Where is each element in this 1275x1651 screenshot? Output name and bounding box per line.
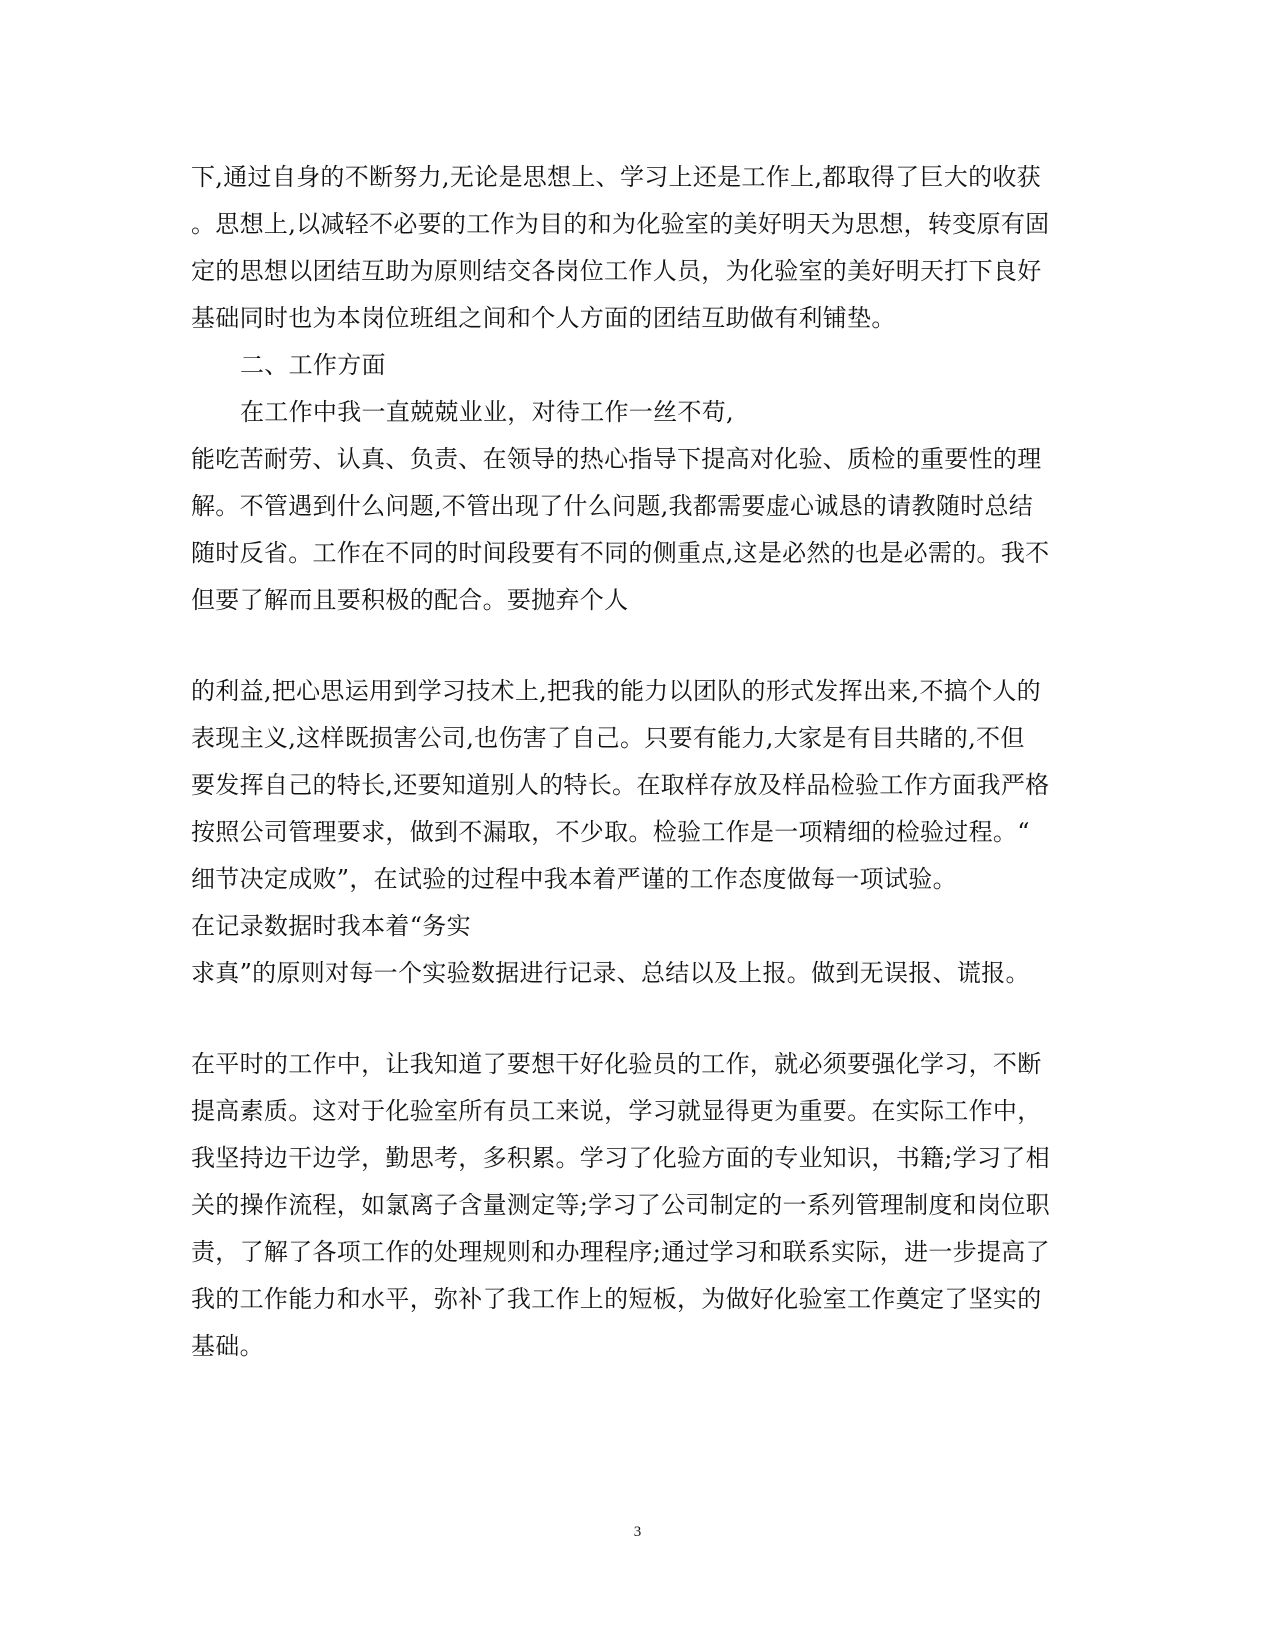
text-line: 但要了解而且要积极的配合。要抛弃个人 [191,586,629,614]
text-line: 下,通过自身的不断努力,无论是思想上、学习上还是工作上,都取得了巨大的收获 [191,163,1041,191]
text-line: 定的思想以团结互助为原则结交各岗位工作人员，为化验室的美好明天打下良好 [191,257,1042,285]
text-line: 细节决定成败”，在试验的过程中我本着严谨的工作态度做每一项试验。 [191,865,957,893]
text-line: 的利益,把心思运用到学习技术上,把我的能力以团队的形式发挥出来,不搞个人的 [191,677,1041,705]
text-line: 关的操作流程，如氯离子含量测定等;学习了公司制定的一系列管理制度和岗位职 [191,1191,1050,1219]
text-line: 能吃苦耐劳、认真、负责、在领导的热心指导下提高对化验、质检的重要性的理 [191,445,1042,473]
text-line: 我坚持边干边学，勤思考，多积累。学习了化验方面的专业知识，书籍;学习了相 [191,1144,1050,1172]
text-line: 我的工作能力和水平，弥补了我工作上的短板，为做好化验室工作奠定了坚实的 [191,1285,1042,1313]
text-line: 要发挥自己的特长,还要知道别人的特长。在取样存放及样品检验工作方面我严格 [191,771,1050,799]
text-line: 。思想上,以减轻不必要的工作为目的和为化验室的美好明天为思想，转变原有固 [191,210,1050,238]
text-line: 责，了解了各项工作的处理规则和办理程序;通过学习和联系实际，进一步提高了 [191,1238,1050,1266]
text-line: 基础同时也为本岗位班组之间和个人方面的团结互助做有利铺垫。 [191,304,896,332]
text-line: 在工作中我一直兢兢业业，对待工作一丝不苟, [240,398,734,426]
text-line: 按照公司管理要求，做到不漏取，不少取。检验工作是一项精细的检验过程。“ [191,818,1030,846]
page-number: 3 [633,1524,642,1540]
section-heading: 二、工作方面 [240,351,386,379]
text-line: 在平时的工作中，让我知道了要想干好化验员的工作，就必须要强化学习，不断 [191,1050,1042,1078]
text-line: 求真”的原则对每一个实验数据进行记录、总结以及上报。做到无误报、谎报。 [191,959,1030,987]
text-line: 在记录数据时我本着“务实 [191,912,471,940]
text-line: 提高素质。这对于化验室所有员工来说，学习就显得更为重要。在实际工作中， [191,1097,1042,1125]
text-line: 随时反省。工作在不同的时间段要有不同的侧重点,这是必然的也是必需的。我不 [191,539,1050,567]
text-line: 解。不管遇到什么问题,不管出现了什么问题,我都需要虚心诚恳的请教随时总结 [191,492,1034,520]
text-line: 基础。 [191,1332,264,1360]
text-line: 表现主义,这样既损害公司,也伤害了自己。只要有能力,大家是有目共睹的,不但 [191,724,1025,752]
